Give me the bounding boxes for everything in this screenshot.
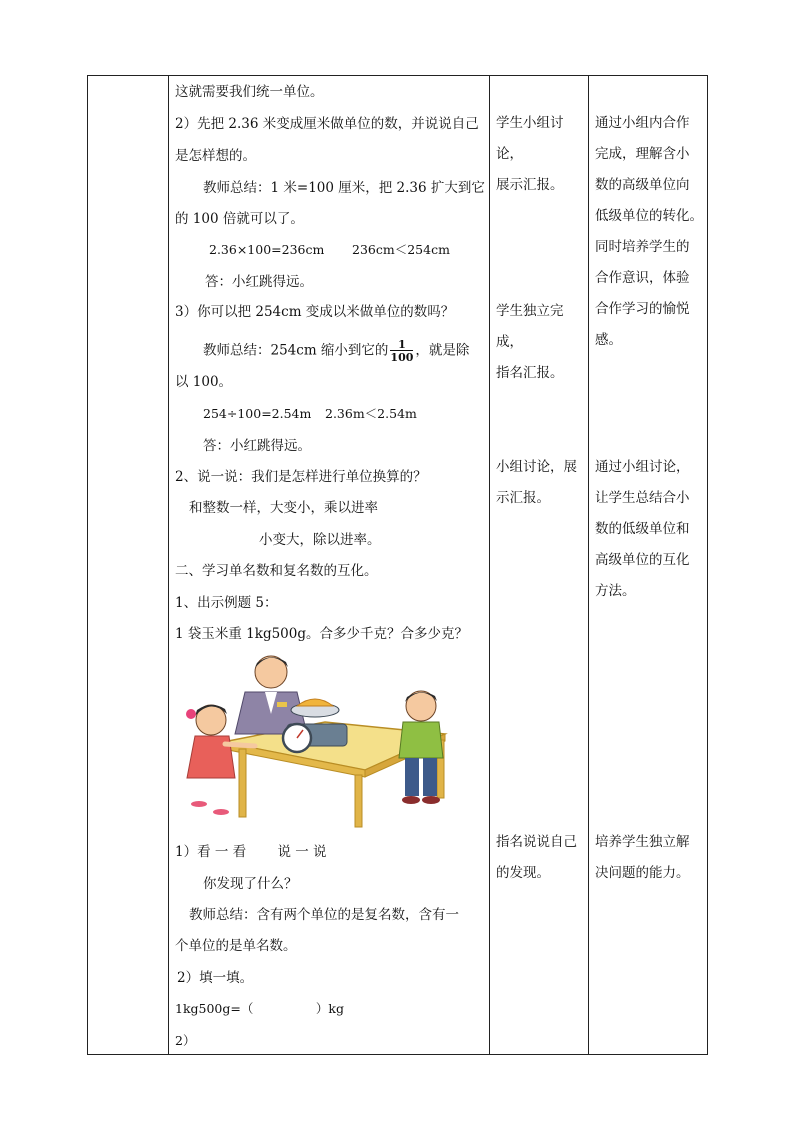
text-line: 2）填一填。 xyxy=(177,970,254,986)
text-line: 让学生总结合小 xyxy=(595,490,690,506)
text-line: 完成，理解含小 xyxy=(595,146,690,162)
text-line: 指名汇报。 xyxy=(496,365,564,381)
text-line: 指名说说自己 xyxy=(496,834,577,850)
girl-bow xyxy=(186,709,196,719)
text-line: 低级单位的转化。 xyxy=(595,208,703,224)
fraction-denominator: 100 xyxy=(390,351,414,364)
example-question: 1 袋玉米重 1kg500g。合多少千克？合多少克？ xyxy=(175,626,468,642)
boy-shirt xyxy=(399,722,443,758)
fraction xyxy=(390,339,413,363)
text-segment: ，就是除 xyxy=(415,342,470,359)
design-intent-b xyxy=(595,452,690,607)
text-line: 是怎样想的。 xyxy=(175,148,256,164)
text-line: 个单位的是单名数。 xyxy=(175,938,297,954)
text-line: 1）看 一 看 说 一 说 xyxy=(175,844,327,860)
text-line: 小组讨论，展 xyxy=(496,459,577,475)
student-activity-d xyxy=(496,827,577,889)
design-intent-cell xyxy=(589,76,708,1055)
comparison: 236cm＜254cm xyxy=(352,242,450,257)
girl-arm xyxy=(225,744,255,746)
table-leg xyxy=(355,775,362,827)
teacher-badge xyxy=(277,702,287,707)
girl-shoe xyxy=(191,801,207,807)
text-line: 教师总结：1 米=100 厘米，把 2.36 扩大到它 xyxy=(203,180,485,196)
table-leg xyxy=(239,749,246,817)
student-activity-a xyxy=(496,108,588,201)
boy-leg xyxy=(405,758,419,796)
text-line: 学生独立完成， xyxy=(496,303,564,350)
student-activity-c xyxy=(496,452,577,514)
text-line: 方法。 xyxy=(595,583,636,599)
text-line: 合作意识，体验 xyxy=(595,270,690,286)
text-line: 感。 xyxy=(595,332,622,348)
text-line: 2） xyxy=(175,1033,196,1048)
fraction-numerator: 1 xyxy=(398,338,406,351)
design-intent-a xyxy=(595,108,703,356)
text-line: 2、说一说：我们是怎样进行单位换算的？ xyxy=(175,469,427,485)
text-line: 决问题的能力。 xyxy=(595,865,690,881)
text-line: 合作学习的愉悦 xyxy=(595,301,690,317)
text-line: 数的高级单位向 xyxy=(595,177,690,193)
text-line: 培养学生独立解 xyxy=(595,834,690,850)
classroom-scale-illustration xyxy=(175,654,475,830)
comparison: 2.36m＜2.54m xyxy=(325,406,417,421)
text-line: 通过小组讨论， xyxy=(595,459,690,475)
text-line: 教师总结：含有两个单位的是复名数，含有一 xyxy=(189,907,459,923)
text-line: 展示汇报。 xyxy=(496,177,564,193)
lesson-table xyxy=(87,75,708,1055)
boy-leg xyxy=(423,758,437,796)
text-line: 示汇报。 xyxy=(496,490,550,506)
girl-shoe xyxy=(213,809,229,815)
section-heading: 二、学习单名数和复名数的互化。 xyxy=(175,563,378,579)
answer-line: 答：小红跳得远。 xyxy=(205,274,313,290)
text-line: 小变大，除以进率。 xyxy=(259,532,381,548)
text-line: 和整数一样，大变小，乘以进率 xyxy=(189,500,378,516)
text-line: 以 100。 xyxy=(175,374,233,390)
text-line: 3）你可以把 254cm 变成以米做单位的数吗？ xyxy=(175,304,455,320)
design-intent-c xyxy=(595,827,690,889)
equation: 254÷100=2.54m xyxy=(203,406,312,421)
text-line: 的发现。 xyxy=(496,865,550,881)
empty-cell xyxy=(88,76,169,1055)
text-line: 这就需要我们统一单位。 xyxy=(175,84,324,100)
table-row xyxy=(88,76,708,1055)
corn-bag xyxy=(297,699,333,706)
student-activity-b xyxy=(496,296,588,389)
fill-blank-equation: 1kg500g=（ ）kg xyxy=(175,1001,344,1016)
text-line: 2）先把 2.36 米变成厘米做单位的数，并说说自己 xyxy=(175,116,479,132)
text-line xyxy=(203,339,469,363)
text-line: 同时培养学生的 xyxy=(595,239,690,255)
text-line: 数的低级单位和 xyxy=(595,521,690,537)
teaching-process-cell xyxy=(169,76,490,1055)
text-line: 你发现了什么？ xyxy=(203,876,298,892)
boy-shoe xyxy=(422,796,440,804)
text-line: 学生小组讨论， xyxy=(496,115,564,162)
text-line: 高级单位的互化 xyxy=(595,552,690,568)
boy-shoe xyxy=(402,796,420,804)
text-line: 1、出示例题 5： xyxy=(175,595,278,611)
student-activity-cell xyxy=(490,76,589,1055)
text-line: 通过小组内合作 xyxy=(595,115,690,131)
text-segment: 教师总结：254cm 缩小到它的 xyxy=(203,342,389,359)
equation: 2.36×100=236cm xyxy=(209,242,325,257)
answer-line: 答：小红跳得远。 xyxy=(203,438,311,454)
text-line: 的 100 倍就可以了。 xyxy=(175,211,304,227)
